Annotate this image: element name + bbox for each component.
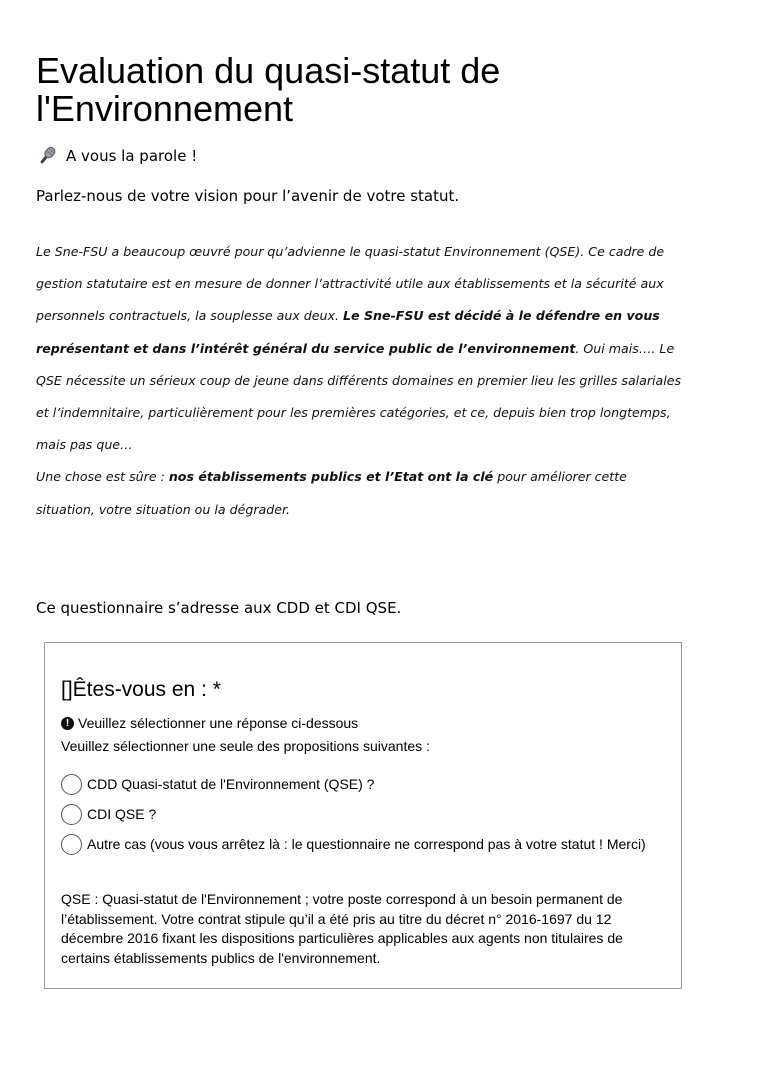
radio-button[interactable]	[61, 804, 82, 825]
intro-p1-text-b: . Oui mais…. Le QSE nécessite un sérieux coup de jeune dans différents domaines en premier lieu les grilles salariales et l’indemnitaire, particulièrement pour les premières catégories, et ce, depuis bien trop longtemps, mais pas que…	[36, 340, 682, 453]
option-autre-cas[interactable]	[61, 834, 671, 856]
qse-definition-note: QSE : Quasi-statut de l'Environnement ; votre poste correspond à un besoin permanent de l’établissement. Votre contrat stipule qu’il a été pris au titre du décret n° 2016-1697 du 12 décembre 2016 fixant les dispositions particulières applicables aux agents non titulaires de certains établissements publics de l'environnement.	[61, 891, 623, 966]
question-title: []Êtes-vous en : *	[61, 678, 221, 701]
intro-p1-text-a: Le Sne-FSU a beaucoup œuvré pour qu’advienne le quasi-statut Environnement (QSE). Ce cadre de gestion statutaire est en mesure de donner l’attractivité utile aux établissements et la sécurité aux personnels contractuels, la souplesse aux deux.	[36, 244, 665, 324]
option-cdd-qse[interactable]	[61, 774, 671, 796]
intro-paragraph-1	[36, 236, 686, 461]
option-cdi-qse[interactable]	[61, 804, 671, 826]
audience-text: Ce questionnaire s’adresse aux CDD et CDI QSE.	[36, 599, 402, 617]
intro-p2-bold: nos établissements publics et l’Etat ont la clé	[168, 469, 494, 485]
option-label: Autre cas (vous vous arrêtez là : le questionnaire ne correspond pas à votre statut ! Merci)	[87, 836, 646, 852]
intro-p2-text-b: pour améliorer cette situation, votre situation ou la dégrader.	[36, 469, 627, 517]
radio-button[interactable]	[61, 834, 82, 855]
lead-text: Parlez-nous de votre vision pour l’avenir de votre statut.	[36, 187, 460, 205]
intro-p2-text-a: Une chose est sûre :	[36, 469, 169, 485]
option-label: CDI QSE ?	[87, 806, 157, 822]
microphone-icon	[36, 145, 58, 167]
subtitle	[36, 144, 197, 168]
intro-p1-bold: Le Sne-FSU est décidé à le défendre en vous représentant et dans l’intérêt général du service public de l’environnement	[36, 308, 660, 356]
exclamation-circle-icon: !	[61, 717, 74, 730]
intro-text	[36, 236, 686, 526]
warning-text: Veuillez sélectionner une réponse ci-dessous	[78, 715, 359, 731]
page-title: Evaluation du quasi-statut de l'Environnement	[36, 50, 501, 129]
validation-warning	[61, 714, 358, 732]
intro-paragraph-2	[36, 461, 686, 525]
option-label: CDD Quasi-statut de l'Environnement (QSE) ?	[87, 776, 375, 792]
radio-button[interactable]	[61, 774, 82, 795]
help-text: Veuillez sélectionner une seule des propositions suivantes :	[61, 738, 430, 754]
question-box	[44, 642, 682, 989]
subtitle-text: A vous la parole !	[66, 147, 198, 165]
